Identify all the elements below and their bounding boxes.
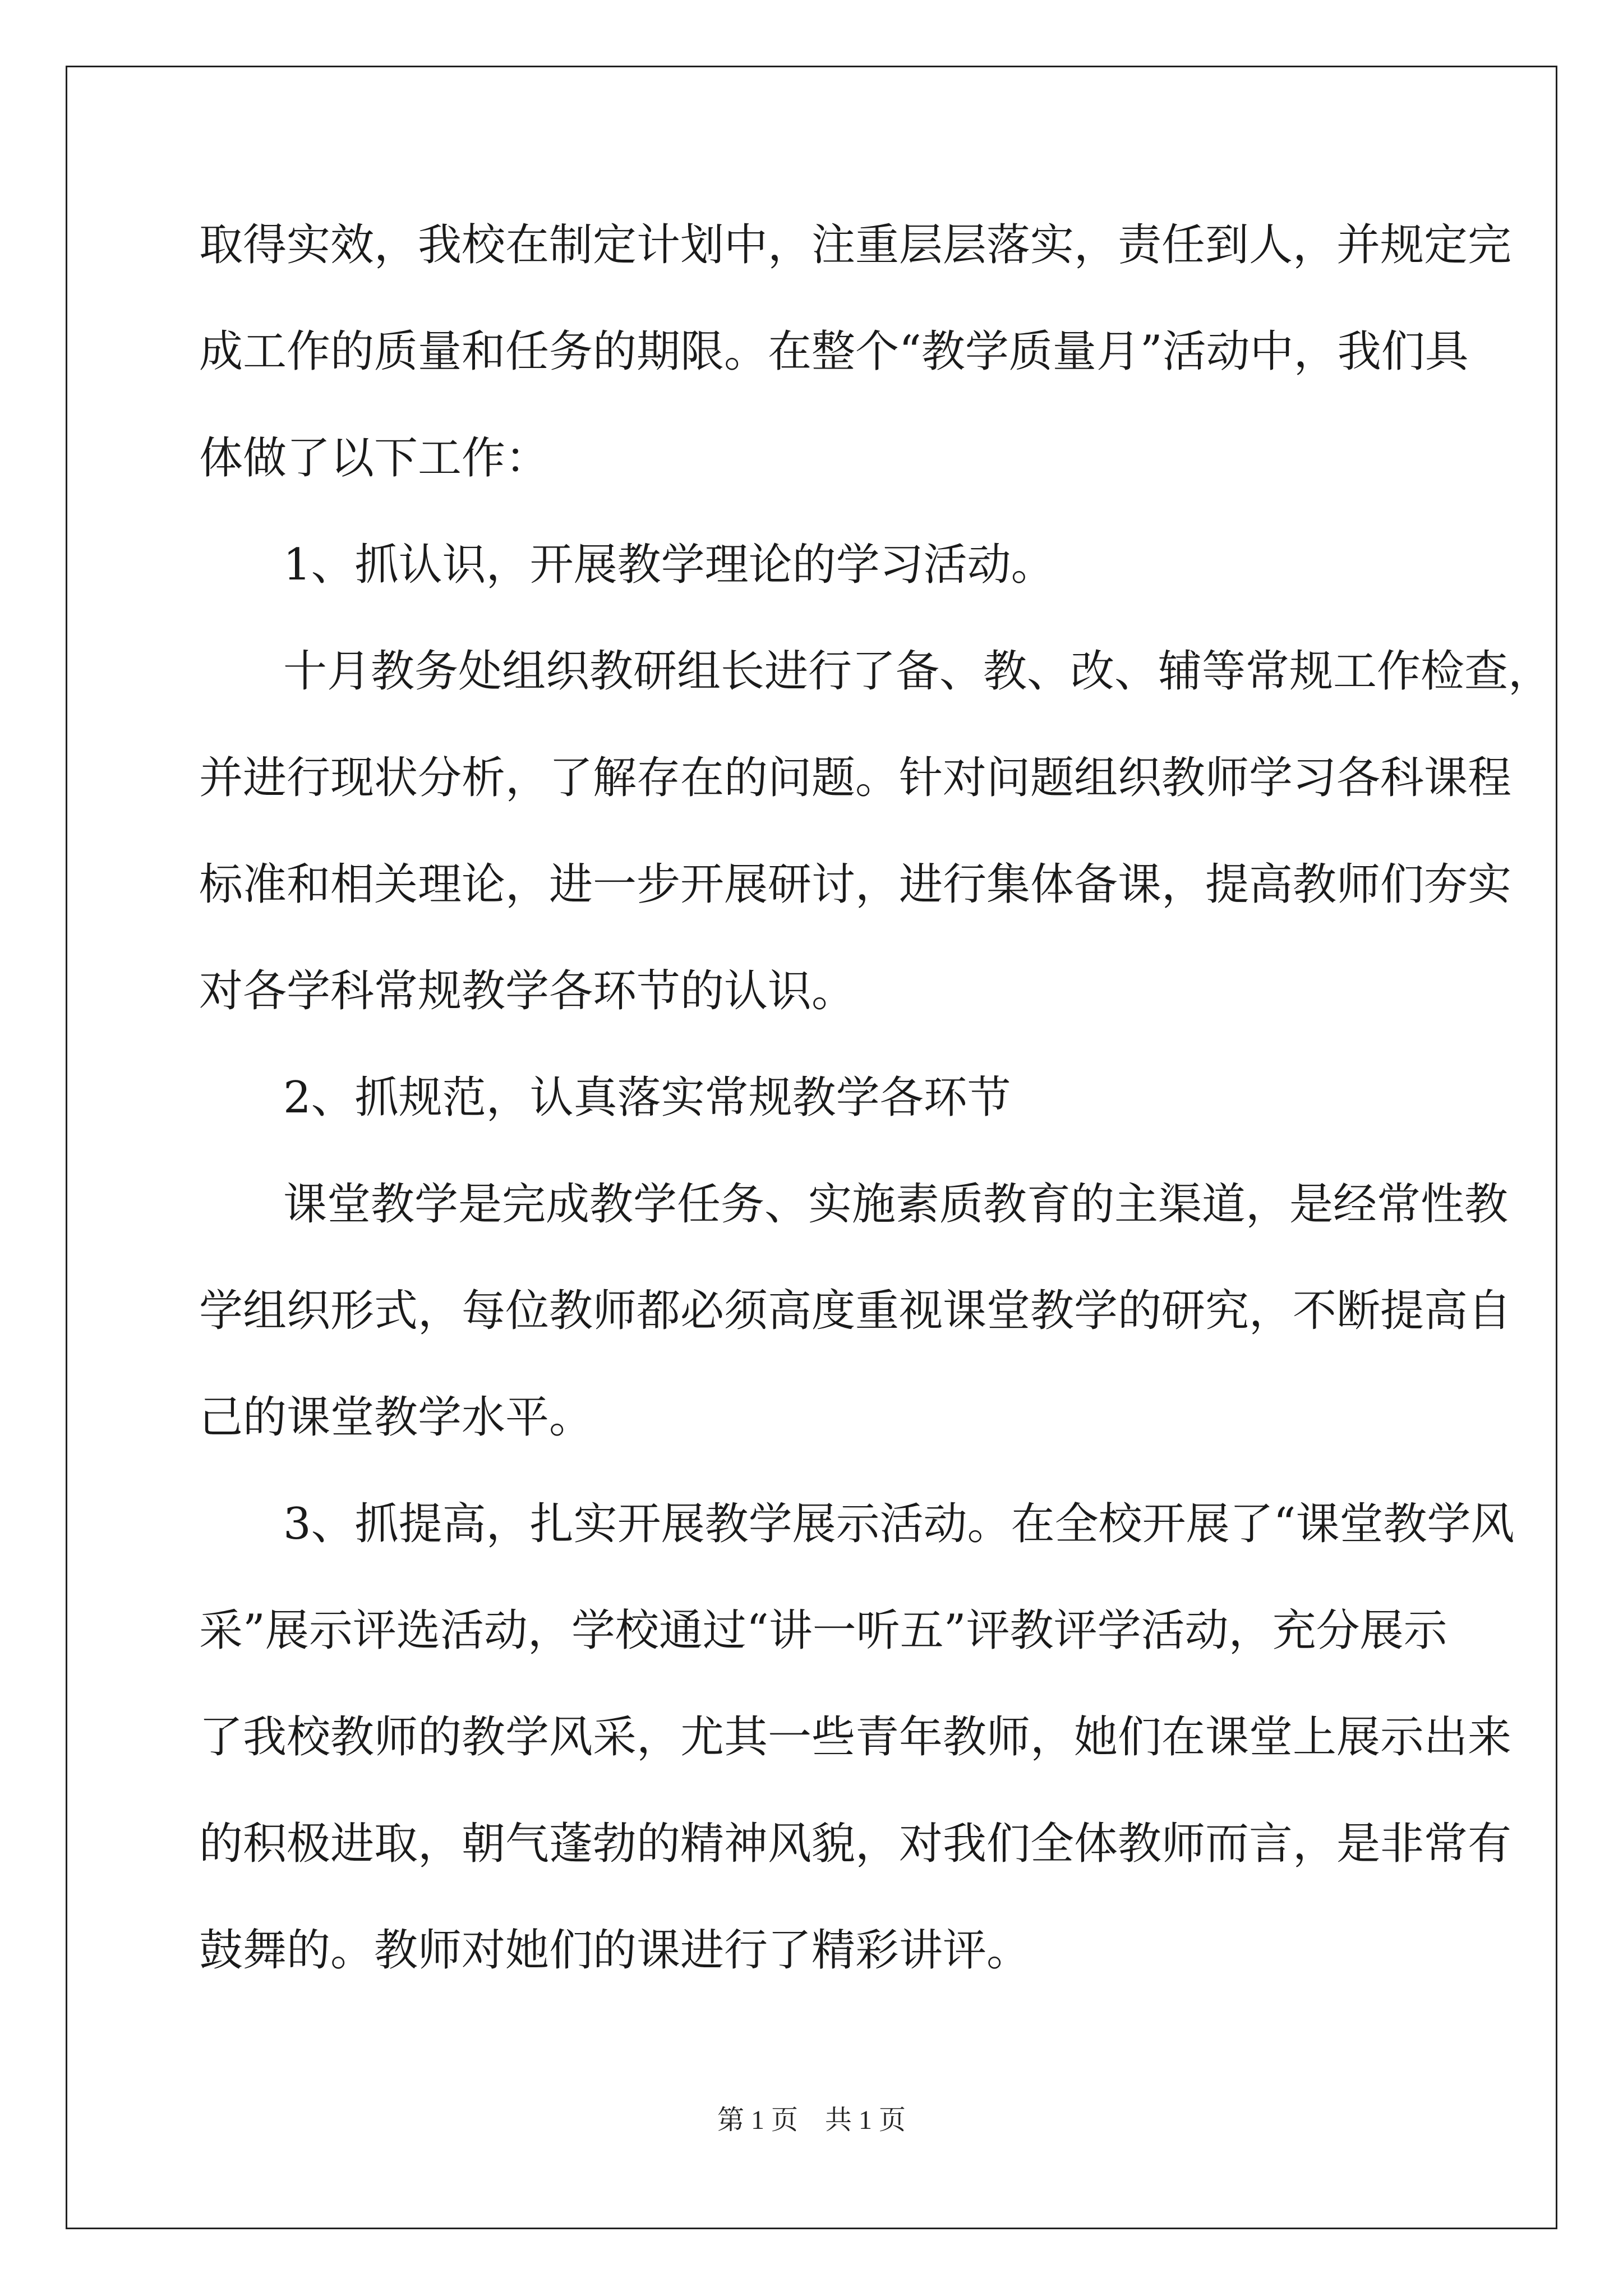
text-line-2: 成工作的质量和任务的期限。在整个“教学质量月”活动中，我们具 <box>199 326 1469 377</box>
text-line-16: 的积极进取，朝气蓬勃的精神风貌，对我们全体教师而言，是非常有 <box>199 1819 1512 1869</box>
text-line-11: 学组织形式，每位教师都必须高度重视课堂教学的研究，不断提高自 <box>199 1286 1512 1336</box>
text-line-6: 并进行现状分析，了解存在的问题。针对问题组织教师学习各科课程 <box>199 753 1512 803</box>
text-line-17: 鼓舞的。教师对她们的课进行了精彩讲评。 <box>199 1925 1031 1976</box>
text-line-7: 标准和相关理论，进一步开展研讨，进行集体备课，提高教师们夯实 <box>199 859 1512 910</box>
text-line-8: 对各学科常规教学各环节的认识。 <box>199 966 856 1016</box>
text-line-3: 体做了以下工作： <box>199 433 550 484</box>
page-number-footer: 第 1 页 共 1 页 <box>717 2105 906 2135</box>
text-line-14: 采”展示评选活动，学校通过“讲一听五”评教评学活动，充分展示 <box>199 1605 1447 1656</box>
document-body <box>199 219 1552 2031</box>
section-heading-1: 1、抓认识，开展教学理论的学习活动。 <box>283 540 1055 590</box>
section-heading-3: 3、抓提高，扎实开展教学展示活动。在全校开展了“课堂教学风 <box>283 1499 1515 1549</box>
text-line-15: 了我校教师的教学风采，尤其一些青年教师，她们在课堂上展示出来 <box>199 1712 1512 1763</box>
text-line-5: 十月教务处组织教研组长进行了备、教、改、辅等常规工作检查， <box>283 646 1552 697</box>
text-line-12: 己的课堂教学水平。 <box>199 1392 593 1443</box>
section-heading-2: 2、抓规范，认真落实常规教学各环节 <box>283 1073 1011 1123</box>
text-line-1: 取得实效，我校在制定计划中，注重层层落实，责任到人，并规定完 <box>199 220 1512 270</box>
text-line-10: 课堂教学是完成教学任务、实施素质教育的主渠道，是经常性教 <box>283 1179 1509 1230</box>
